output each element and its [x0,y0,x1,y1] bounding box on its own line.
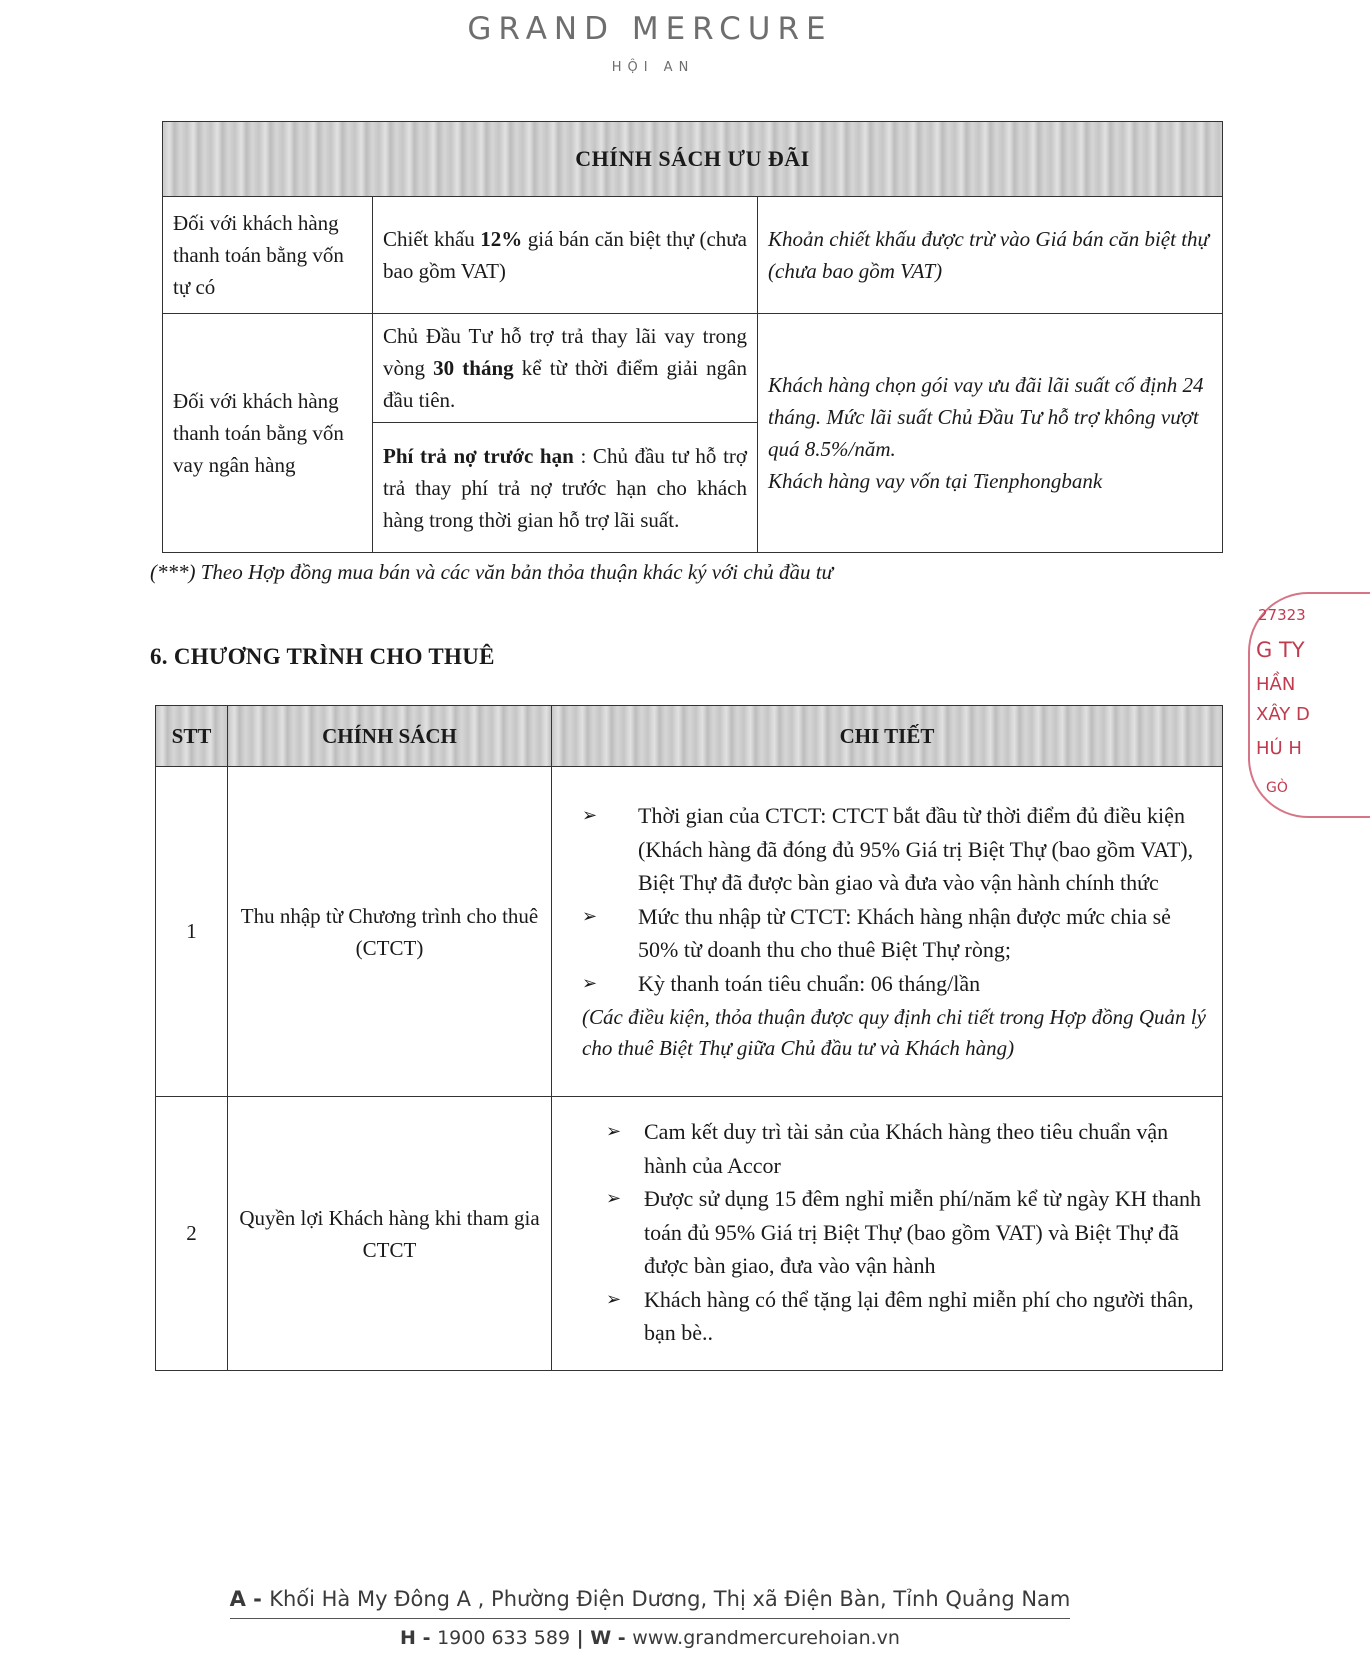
list-item: ➢ Mức thu nhập từ CTCT: Khách hàng nhận được mức chia sẻ 50% từ doanh thu cho thuê Biệt Thự ròng; [582,900,1212,967]
support-months: 30 tháng [433,356,514,380]
arrow-bullet-icon: ➢ [606,1288,622,1310]
row-policy: Quyền lợi Khách hàng khi tham gia CTCT [228,1097,552,1371]
footnote: (***) Theo Hợp đồng mua bán và các văn bản thỏa thuận khác ký với chủ đầu tư [150,560,833,584]
arrow-bullet-icon: ➢ [606,1188,622,1210]
brand-location: HỘI AN [611,60,695,75]
row-detail [552,1097,1223,1371]
policy-row-detail: Phí trả nợ trước hạn : Chủ đầu tư hỗ trợ trả thay phí trả nợ trước hạn cho khách hàng trong thời gian hỗ trợ lãi suất. [373,423,758,553]
arrow-bullet-icon: ➢ [606,1121,622,1143]
policy-row-note: Khoản chiết khấu được trừ vào Giá bán căn biệt thự (chưa bao gồm VAT) [758,197,1223,314]
policy-row-bank-loan [163,314,1223,423]
prepayment-fee-label: Phí trả nợ trước hạn [383,443,574,468]
page-footer [0,1584,1300,1649]
table-row [156,1097,1223,1371]
policy-table [162,121,1223,553]
brand-logo: GRAND MERCURE [467,11,833,47]
list-item: ➢ Kỳ thanh toán tiêu chuẩn: 06 tháng/lần [582,967,1212,1001]
section-title: 6. CHƯƠNG TRÌNH CHO THUÊ [150,644,495,669]
policy-row-label: Đối với khách hàng thanh toán bằng vốn vay ngân hàng [163,314,373,553]
arrow-bullet-icon: ➢ [582,972,598,994]
rental-table [155,705,1223,1371]
list-item: ➢ Cam kết duy trì tài sản của Khách hàng theo tiêu chuẩn vận hành của Accor [606,1115,1212,1182]
policy-row-label: Đối với khách hàng thanh toán bằng vốn tự có [163,197,373,314]
table-row [156,767,1223,1097]
header-stt: STT [156,706,228,767]
row-note: (Các điều kiện, thỏa thuận được quy định chi tiết trong Hợp đồng Quản lý cho thuê Biệt Thự giữa Chủ đầu tư và Khách hàng) [582,1005,1206,1060]
discount-percent: 12% [480,227,523,251]
company-stamp: 27323 G TY HẦN XÂY D HÚ H GÒ [1248,592,1318,814]
footer-phone: 1900 633 589 [437,1627,571,1649]
footer-address: A - Khối Hà My Đông A , Phường Điện Dương, Thị xã Điện Bàn, Tỉnh Quảng Nam [230,1584,1071,1619]
row-number: 1 [156,767,228,1097]
footer-contact: H - 1900 633 589 | W - www.grandmercurehoian.vn [400,1627,900,1649]
header-policy: CHÍNH SÁCH [228,706,552,767]
policy-table-title: CHÍNH SÁCH ƯU ĐÃI [163,122,1223,197]
header-detail: CHI TIẾT [552,706,1223,767]
list-item: ➢ Khách hàng có thể tặng lại đêm nghỉ miễn phí cho người thân, bạn bè.. [606,1283,1212,1350]
policy-row-note: Khách hàng chọn gói vay ưu đãi lãi suất cố định 24 tháng. Mức lãi suất Chủ Đầu Tư hỗ trợ không vượt quá 8.5%/năm. Khách hàng vay vốn tại Tienphongbank [758,314,1223,553]
row-policy: Thu nhập từ Chương trình cho thuê (CTCT) [228,767,552,1097]
row-number: 2 [156,1097,228,1371]
arrow-bullet-icon: ➢ [582,905,598,927]
row-detail [552,767,1223,1097]
list-item: ➢ Thời gian của CTCT: CTCT bắt đầu từ thời điểm đủ điều kiện (Khách hàng đã đóng đủ 95% Giá trị Biệt Thự (bao gồm VAT), Biệt Thự đã được bàn giao và đưa vào vận hành chính thức [582,799,1212,900]
brand-header [0,10,1300,75]
arrow-bullet-icon: ➢ [582,805,598,826]
footer-website: www.grandmercurehoian.vn [632,1627,900,1649]
policy-row-own-capital [163,197,1223,314]
policy-row-detail: Chiết khấu 12% giá bán căn biệt thự (chưa bao gồm VAT) [373,197,758,314]
list-item: ➢ Được sử dụng 15 đêm nghỉ miễn phí/năm kể từ ngày KH thanh toán đủ 95% Giá trị Biệt Thự (bao gồm VAT) và Biệt Thự đã được bàn giao, đưa vào vận hành [606,1182,1212,1283]
policy-row-detail: Chủ Đầu Tư hỗ trợ trả thay lãi vay trong vòng 30 tháng kể từ thời điểm giải ngân đầu tiên. [373,314,758,423]
